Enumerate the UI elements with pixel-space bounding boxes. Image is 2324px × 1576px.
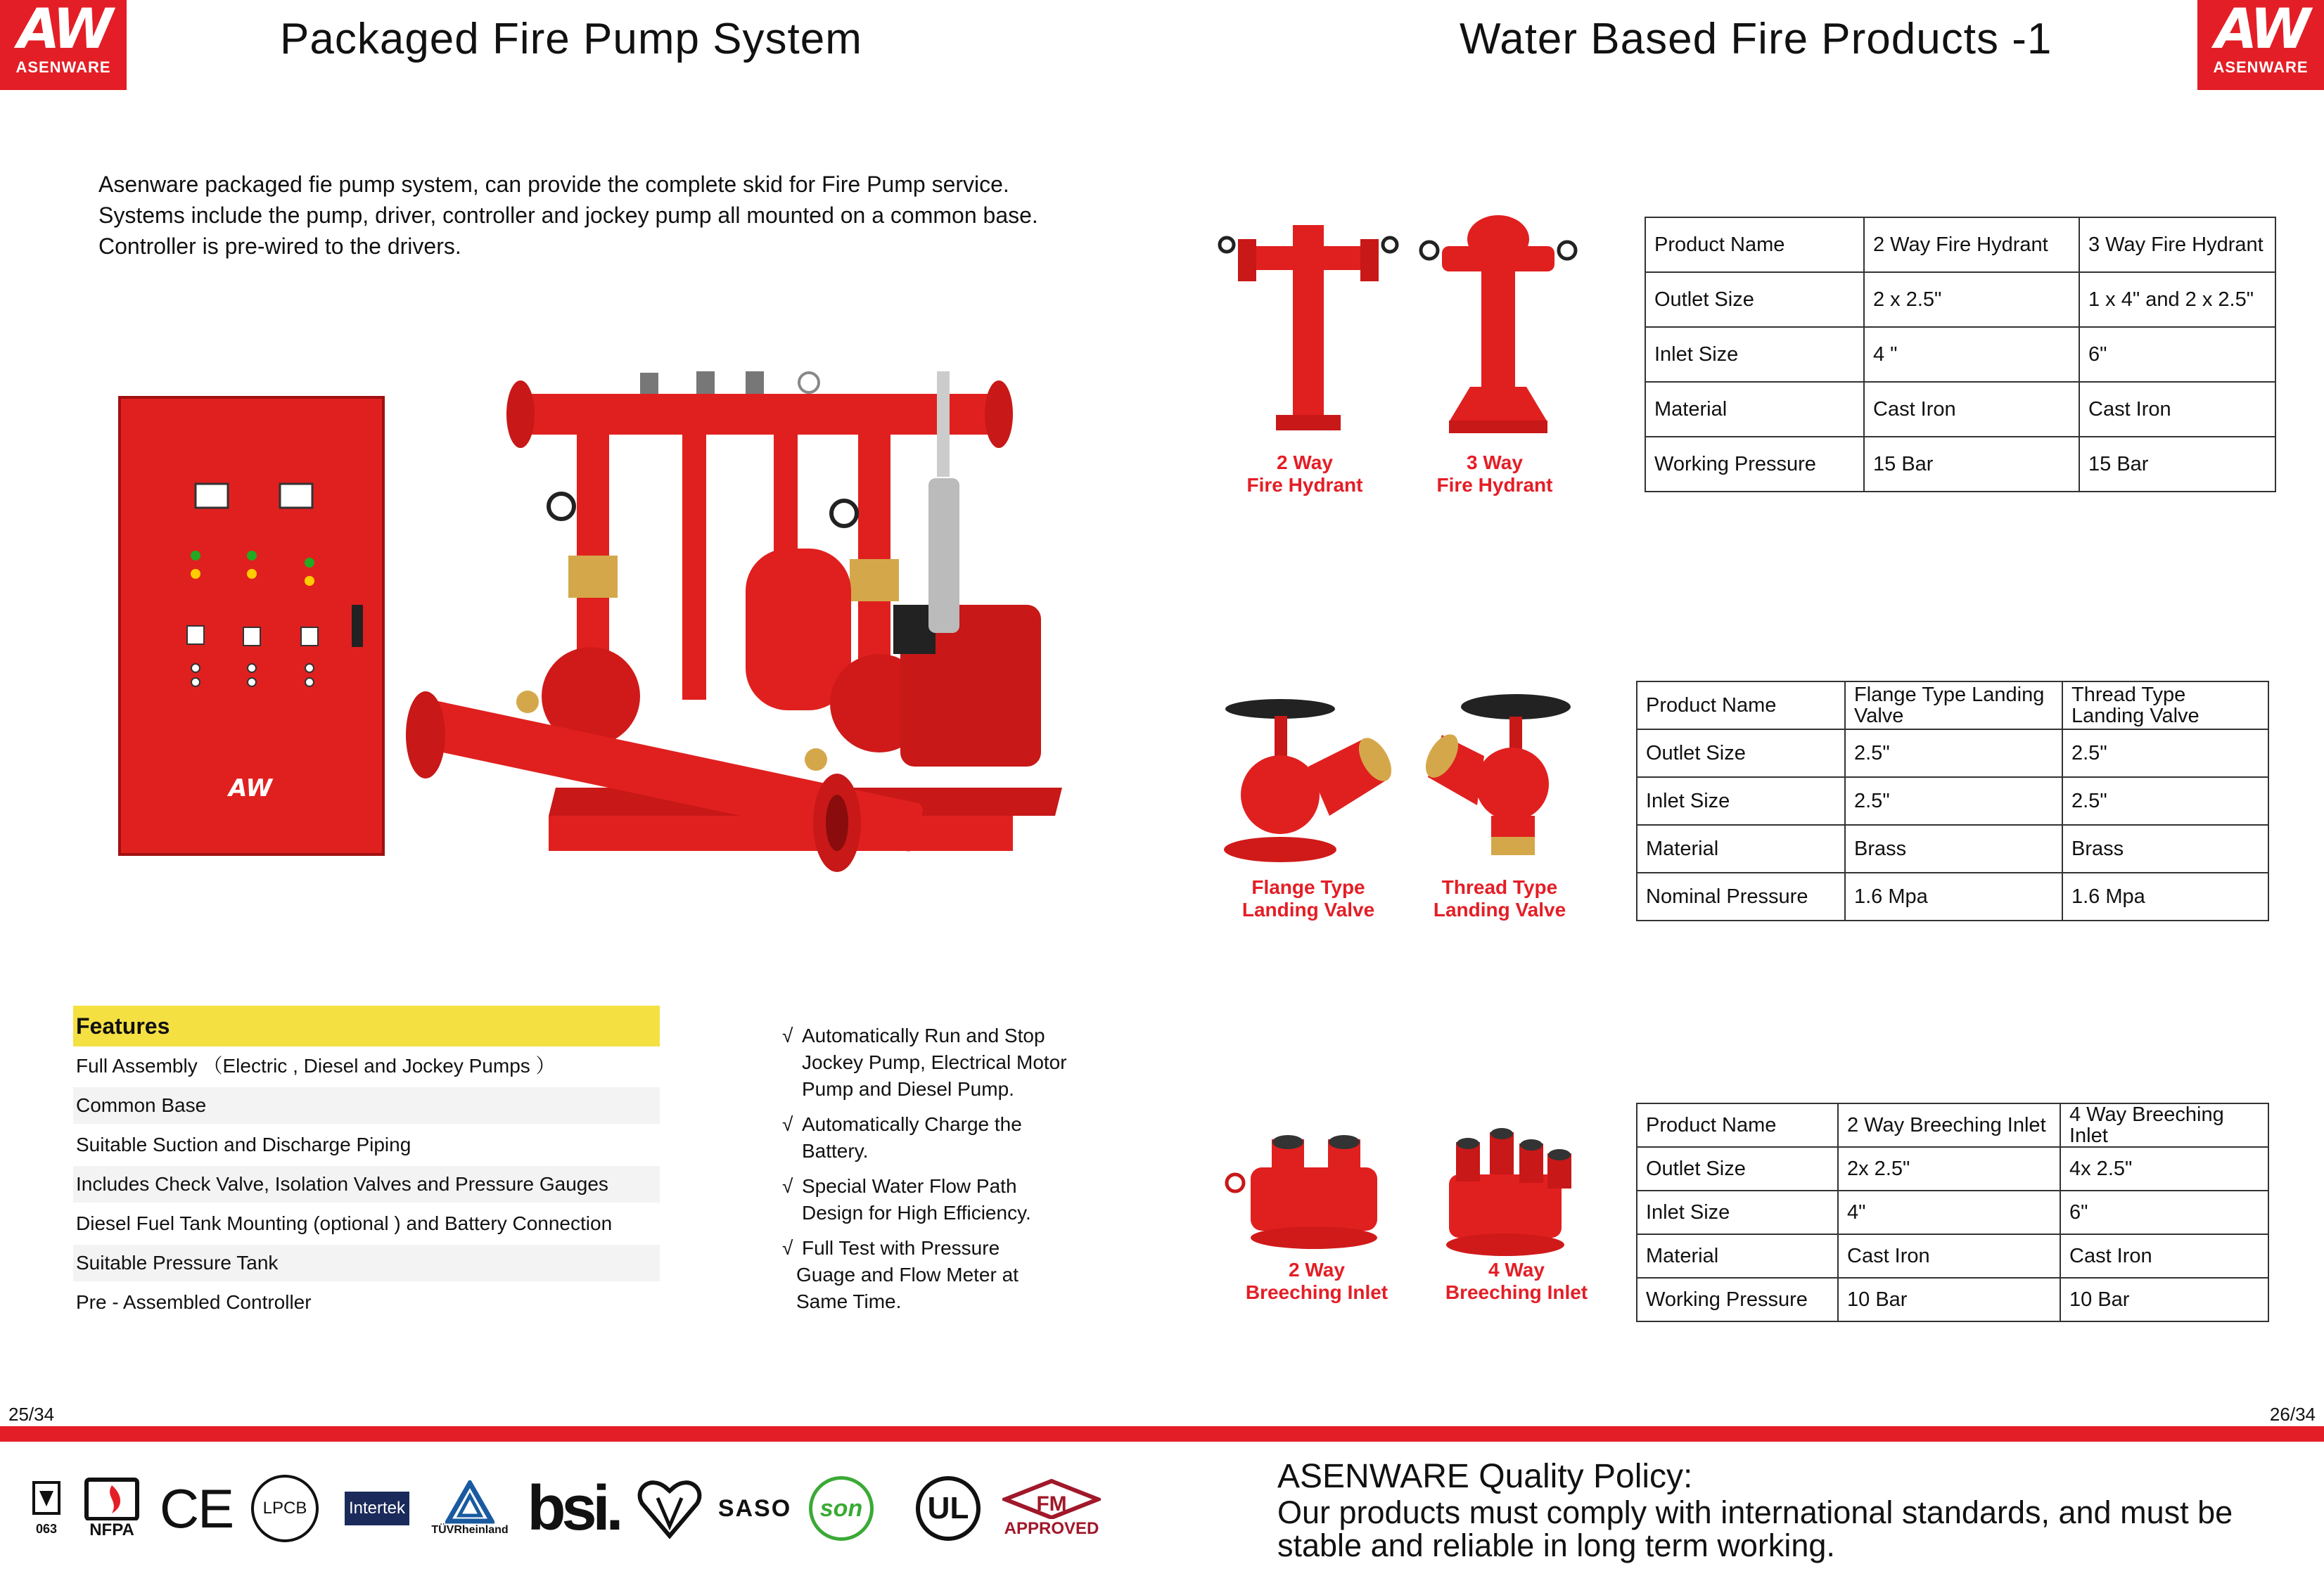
feature-item: Common Base [73,1087,660,1124]
landing-valve-spec-table: Product Name Flange Type Landing Valve Thread Type Landing Valve Outlet Size 2.5" 2.5" Inlet Size 2.5" 2.5" Material Brass Brass Nominal Pressure 1.6 Mpa 1.6 Mpa [1636,681,2269,921]
heart-kitemark-icon [633,1477,706,1540]
four-way-inlet-caption: 4 Way Breeching Inlet [1445,1259,1588,1303]
feature-item: Suitable Pressure Tank [73,1245,660,1281]
quality-policy-line-2: stable and reliable in long term working. [1277,1527,1835,1563]
breeching-inlet-spec-table: Product Name 2 Way Breeching Inlet 4 Way Breeching Inlet Outlet Size 2x 2.5" 4x 2.5" Inlet Size 4" 6" Material Cast Iron Cast Iron Working Pressure 10 Bar 10 Bar [1636,1103,2269,1322]
fire-pump-system-image [113,366,1090,900]
flange-landing-valve-image [1224,696,1400,865]
feature-item: Diesel Fuel Tank Mounting (optional ) and Battery Connection [76,1212,613,1234]
right-page-title: Water Based Fire Products -1 [1460,15,2052,63]
ukas-icon: 063 [28,1477,65,1540]
tuv-icon: TÜVRheinland [428,1477,512,1540]
asenware-logo-left: AW ASENWARE [0,0,127,90]
intertek-icon: Intertek [340,1477,414,1540]
intro-text: Asenware packaged fie pump system, can provide the complete skid for Fire Pump service. Systems include the pump, driver, controller and jockey pump all mounted on a common base. Controller is pre-wired to the drivers. [98,172,1038,259]
ul-icon: UL [912,1477,985,1540]
three-way-fire-hydrant-image [1414,211,1583,443]
left-page-title: Packaged Fire Pump System [280,15,862,63]
feature-item: Pre - Assembled Controller [76,1291,312,1313]
feature-item: Suitable Suction and Discharge Piping [76,1134,411,1155]
page-number-right: 26/34 [2269,1404,2316,1425]
asenware-logo-right: AW ASENWARE [2197,0,2324,90]
nfpa-icon: NFPA [82,1477,142,1540]
four-way-breeching-inlet-image [1442,1125,1590,1259]
flange-valve-caption: Flange Type Landing Valve [1241,876,1375,921]
two-way-hydrant-caption: 2 Way Fire Hydrant [1246,451,1363,496]
two-way-inlet-caption: 2 Way Breeching Inlet [1245,1259,1388,1303]
two-way-breeching-inlet-image [1222,1132,1398,1252]
quality-policy-line-1: Our products must comply with international standards, and must be [1277,1494,2233,1530]
footer-red-bar [0,1426,2324,1442]
three-way-hydrant-caption: 3 Way Fire Hydrant [1436,451,1553,496]
thread-landing-valve-image [1421,693,1583,865]
svg-text:AW: AW [229,774,272,802]
page-number-left: 25/34 [8,1404,55,1425]
lpcb-icon: LPCB [246,1477,324,1540]
feature-item: Includes Check Valve, Isolation Valves and Pressure Gauges [73,1166,660,1203]
features-heading: Features [73,1006,660,1046]
fire-hydrant-spec-table: Product Name 2 Way Fire Hydrant 3 Way Fire Hydrant Outlet Size 2 x 2.5" 1 x 4" and 2 x 2.5" Inlet Size 4 " 6" Material Cast Iron Cast Iron Working Pressure 15 Bar 15 Bar [1645,217,2276,492]
quality-policy-title: ASENWARE Quality Policy: [1277,1458,1693,1495]
bsi-icon: bsi. [527,1473,620,1544]
thread-valve-caption: Thread Type Landing Valve [1433,876,1566,921]
feature-item: Full Assembly （Electric , Diesel and Jockey Pumps ） [76,1055,556,1077]
two-way-fire-hydrant-image [1217,211,1400,443]
fm-approved-icon: FM APPROVED [999,1477,1104,1540]
ce-icon: CE [159,1477,234,1539]
saso-icon: SASO [717,1494,792,1522]
son-icon: son [805,1477,878,1540]
